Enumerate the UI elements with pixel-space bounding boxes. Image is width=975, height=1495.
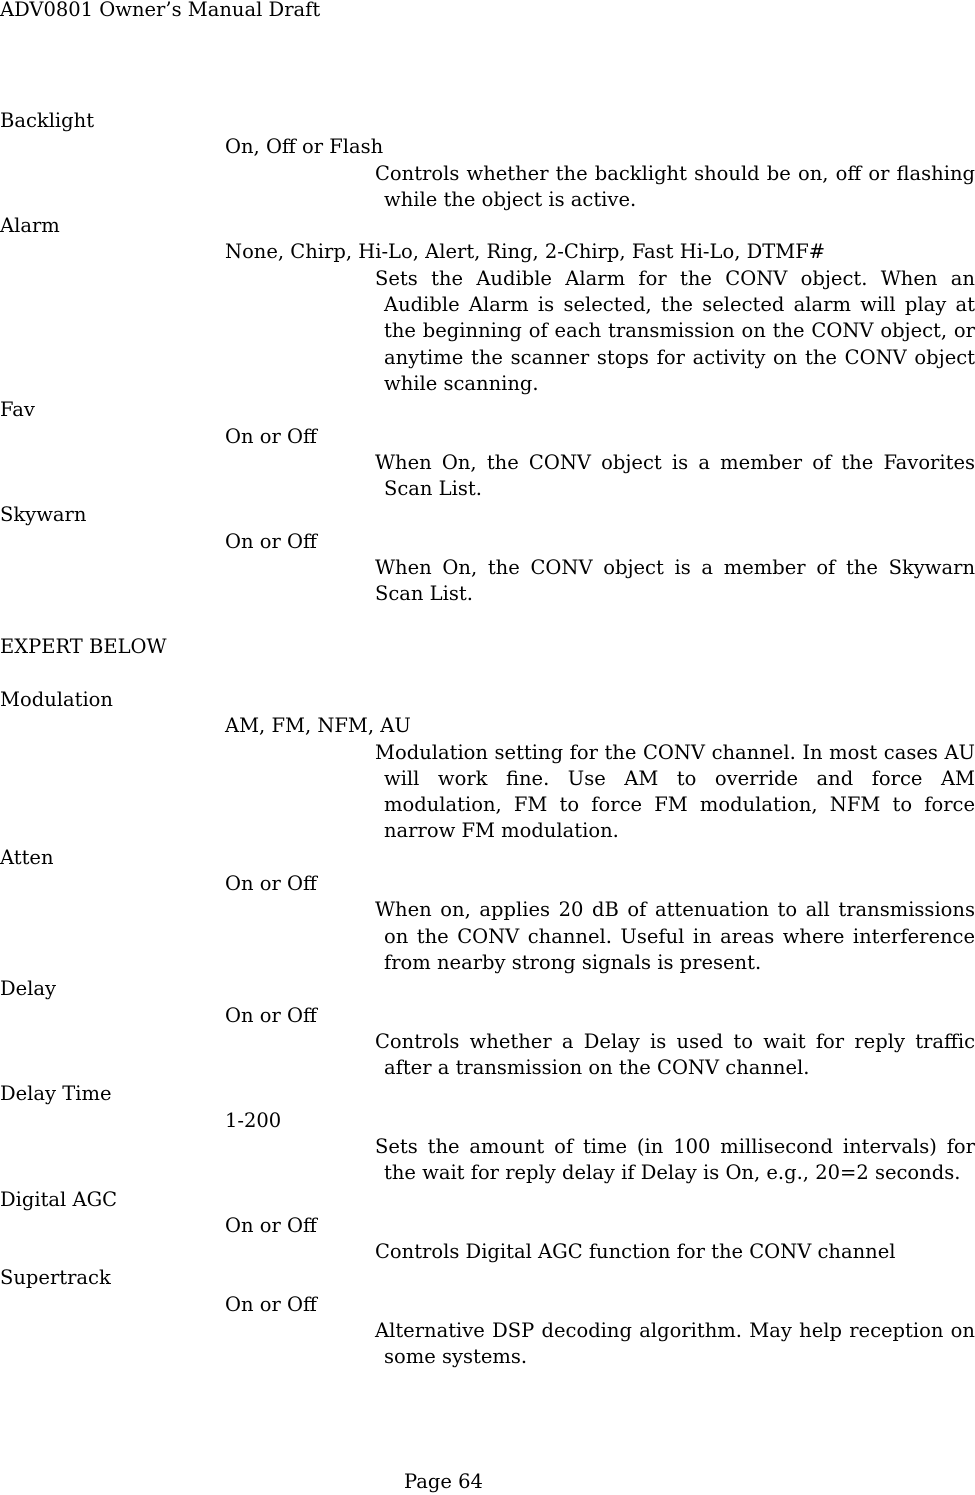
setting-description: Controls whether a Delay is used to wait for reply traffic after a transmission on the CONV channel. <box>375 1029 975 1080</box>
setting-atten <box>0 845 975 976</box>
setting-options: AM, FM, NFM, AU <box>225 714 411 738</box>
setting-description: Controls Digital AGC function for the CONV channel <box>375 1240 896 1264</box>
setting-delay <box>0 976 975 1081</box>
setting-options: On or Off <box>225 872 317 896</box>
setting-supertrack <box>0 1265 975 1370</box>
setting-description: When On, the CONV object is a member of the Skywarn Scan List. <box>375 556 975 606</box>
setting-title: Supertrack <box>0 1266 111 1290</box>
setting-options: None, Chirp, Hi-Lo, Alert, Ring, 2-Chirp, Fast Hi-Lo, DTMF# <box>225 240 826 264</box>
setting-digital-agc <box>0 1187 975 1266</box>
setting-title: Digital AGC <box>0 1187 118 1211</box>
setting-options: 1-200 <box>225 1108 282 1132</box>
setting-description: Modulation setting for the CONV channel. In most cases AU will work fine. Use AM to override and force AM modulation, FM to force FM modulation, NFM to force narrow FM modulation. <box>375 740 975 843</box>
section-heading: EXPERT BELOW <box>0 634 167 658</box>
setting-options: On or Off <box>225 1292 317 1316</box>
setting-title: Atten <box>0 845 54 869</box>
setting-description: When On, the CONV object is a member of the Favorites Scan List. <box>375 450 975 501</box>
setting-modulation <box>0 687 975 845</box>
setting-title: Delay <box>0 977 57 1001</box>
setting-description: Sets the Audible Alarm for the CONV object. When an Audible Alarm is selected, the selected alarm will play at the beginning of each transmission on the CONV object, or anytime the scanner stops for activity on the CONV object while scanning. <box>375 266 975 395</box>
setting-options: On or Off <box>225 529 317 553</box>
setting-title: Skywarn <box>0 503 87 527</box>
setting-title: Delay Time <box>0 1082 112 1106</box>
setting-title: Modulation <box>0 687 113 711</box>
setting-skywarn <box>0 502 975 607</box>
setting-alarm <box>0 213 975 397</box>
setting-title: Alarm <box>0 214 60 238</box>
setting-options: On or Off <box>225 1213 317 1237</box>
page-header: ADV0801 Owner’s Manual Draft <box>0 0 321 21</box>
setting-description: Sets the amount of time (in 100 millisecond intervals) for the wait for reply delay if Delay is On, e.g., 20=2 seconds. <box>375 1134 975 1185</box>
manual-content <box>0 108 975 1371</box>
setting-delay-time <box>0 1081 975 1186</box>
setting-description: When on, applies 20 dB of attenuation to all transmissions on the CONV channel. Useful in areas where interference from nearby strong signals is present. <box>375 898 975 974</box>
page-number: Page 64 <box>404 1470 483 1493</box>
setting-description: Controls whether the backlight should be on, off or flashing while the object is active. <box>375 161 975 211</box>
setting-title: Fav <box>0 398 35 422</box>
setting-options: On or Off <box>225 424 317 448</box>
setting-fav <box>0 397 975 502</box>
setting-options: On, Off or Flash <box>225 135 384 159</box>
setting-backlight <box>0 108 975 213</box>
setting-options: On or Off <box>225 1003 317 1027</box>
setting-title: Backlight <box>0 109 95 132</box>
setting-description: Alternative DSP decoding algorithm. May help reception on some systems. <box>375 1319 975 1369</box>
